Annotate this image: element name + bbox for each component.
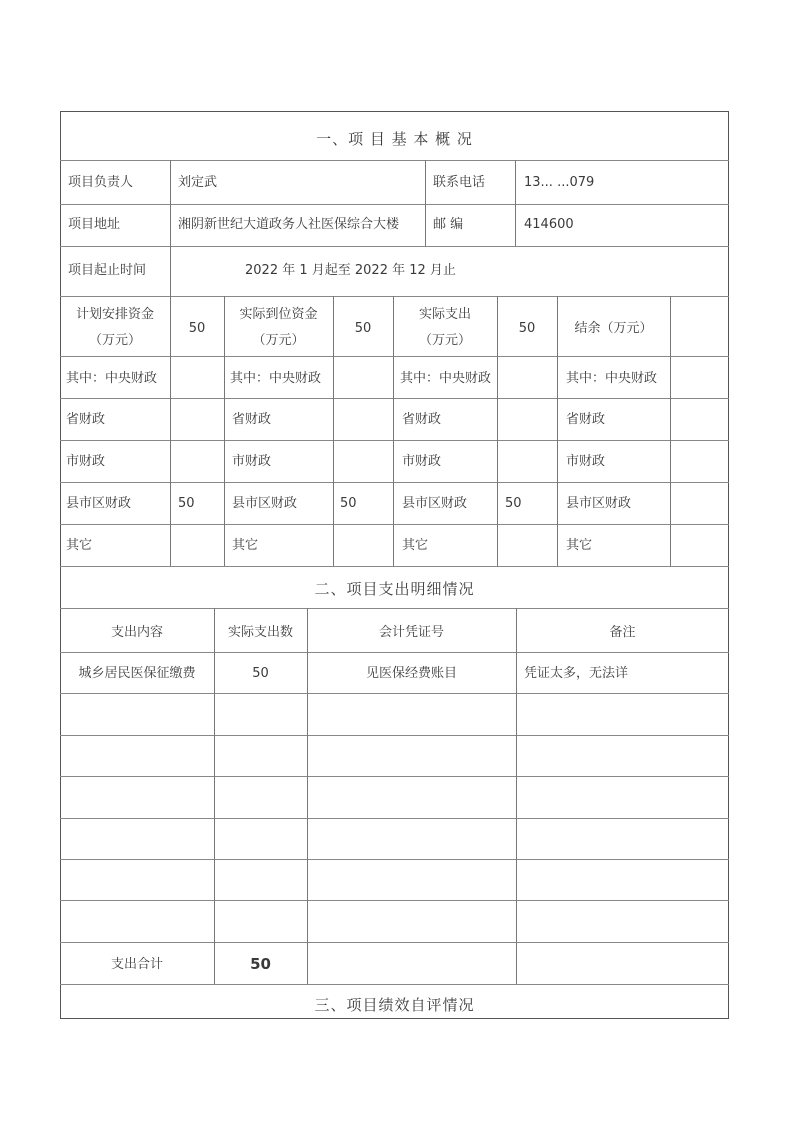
source-label: 县市区财政 — [232, 496, 298, 511]
divider — [60, 160, 729, 161]
address-value: 湘阴新世纪大道政务人社医保综合大楼 — [178, 217, 400, 232]
divider — [60, 566, 729, 567]
total-value: 50 — [250, 955, 271, 973]
source-label: 市财政 — [566, 454, 606, 469]
divider — [60, 735, 729, 736]
leader-value: 刘定武 — [178, 175, 218, 190]
spent-label: 实际支出 — [418, 307, 471, 322]
header-remark: 备注 — [609, 625, 636, 640]
expense-amount: 50 — [252, 666, 269, 681]
source-value: 50 — [340, 496, 357, 511]
source-label: 省财政 — [402, 412, 442, 427]
divider — [60, 356, 729, 357]
divider — [60, 776, 729, 777]
divider — [670, 296, 671, 566]
balance-label: 结余（万元） — [574, 321, 653, 336]
planned-label: 计划安排资金 — [75, 307, 154, 322]
source-value: 50 — [178, 496, 195, 511]
source-label: 县市区财政 — [402, 496, 468, 511]
arrived-value: 50 — [354, 321, 372, 336]
divider — [60, 524, 729, 525]
divider — [516, 608, 517, 984]
leader-label: 项目负责人 — [68, 175, 134, 190]
divider — [425, 160, 426, 246]
divider — [60, 652, 729, 653]
divider — [60, 818, 729, 819]
source-label: 市财政 — [66, 454, 106, 469]
spent-unit: （万元） — [418, 333, 471, 348]
divider — [60, 398, 729, 399]
source-label: 其中：中央财政 — [66, 371, 158, 386]
section3-title: 三、项目绩效自评情况 — [314, 996, 475, 1014]
period-label: 项目起止时间 — [68, 263, 147, 278]
header-content: 支出内容 — [110, 625, 163, 640]
source-label: 省财政 — [66, 412, 106, 427]
source-label: 其中：中央财政 — [230, 371, 322, 386]
source-label: 其中：中央财政 — [566, 371, 658, 386]
divider — [60, 296, 729, 297]
divider — [60, 440, 729, 441]
expense-remark: 凭证太多，无法详 — [524, 666, 629, 681]
source-label: 市财政 — [402, 454, 442, 469]
spent-value: 50 — [518, 321, 536, 336]
phone-label: 联系电话 — [433, 175, 486, 190]
divider — [60, 246, 729, 247]
source-label: 其它 — [402, 538, 429, 553]
divider — [170, 160, 171, 296]
divider — [60, 608, 729, 609]
divider — [60, 900, 729, 901]
divider — [60, 693, 729, 694]
source-label: 省财政 — [566, 412, 606, 427]
source-label: 市财政 — [232, 454, 272, 469]
divider — [60, 942, 729, 943]
source-label: 其它 — [566, 538, 593, 553]
planned-value: 50 — [188, 321, 206, 336]
source-label: 省财政 — [232, 412, 272, 427]
source-label: 其它 — [66, 538, 93, 553]
source-label: 其它 — [232, 538, 259, 553]
arrived-label: 实际到位资金 — [239, 307, 318, 322]
phone-value: 13... ...079 — [524, 175, 595, 190]
zip-value: 414600 — [524, 217, 574, 232]
zip-label: 邮 编 — [433, 217, 464, 232]
total-label: 支出合计 — [110, 957, 163, 972]
divider — [60, 859, 729, 860]
header-voucher: 会计凭证号 — [378, 625, 444, 640]
expense-content: 城乡居民医保征缴费 — [78, 666, 196, 681]
source-label: 县市区财政 — [566, 496, 632, 511]
section1-title: 一、项 目 基 本 概 况 — [316, 130, 473, 148]
planned-unit: （万元） — [88, 333, 141, 348]
divider — [515, 160, 516, 246]
source-label: 其中：中央财政 — [400, 371, 492, 386]
expense-voucher: 见医保经费账目 — [365, 666, 457, 681]
source-value: 50 — [505, 496, 522, 511]
divider — [60, 204, 729, 205]
divider — [60, 482, 729, 483]
address-label: 项目地址 — [68, 217, 121, 232]
period-value: 2022 年 1 月起至 2022 年 12 月止 — [245, 263, 456, 278]
arrived-unit: （万元） — [252, 333, 305, 348]
divider — [60, 984, 729, 985]
source-label: 县市区财政 — [66, 496, 132, 511]
header-amount: 实际支出数 — [227, 625, 293, 640]
section2-title: 二、项目支出明细情况 — [314, 580, 475, 598]
report-table — [60, 111, 729, 1019]
